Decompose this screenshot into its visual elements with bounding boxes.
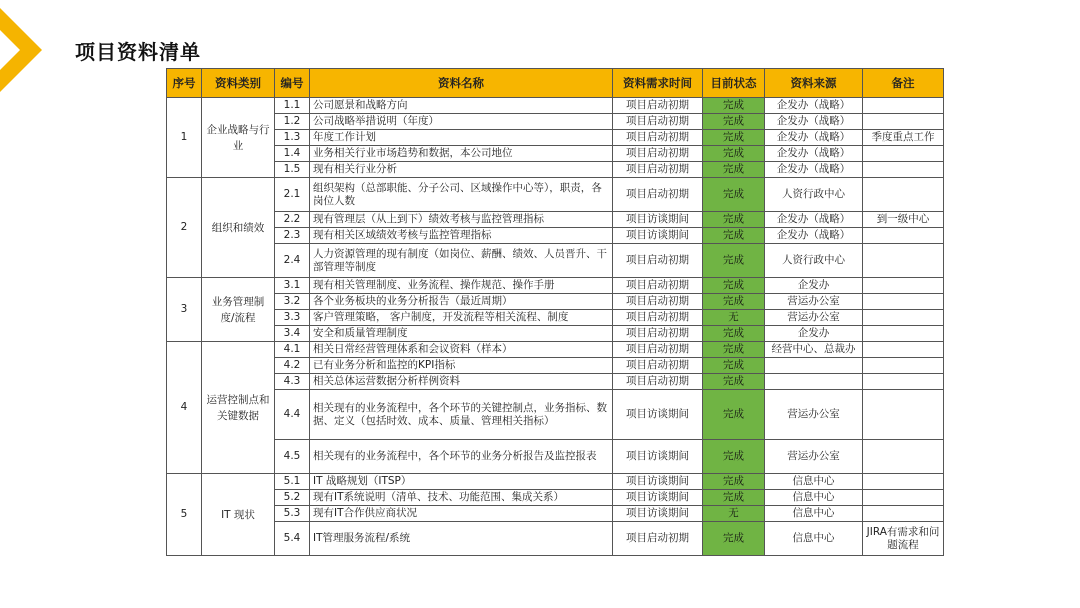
item-name: 安全和质量管理制度: [310, 326, 613, 342]
item-name: 现有相关区域绩效考核与监控管理指标: [310, 228, 613, 244]
table-row: [167, 244, 944, 278]
table-row: [167, 130, 944, 146]
item-status: 完成: [703, 490, 765, 506]
item-status: 完成: [703, 474, 765, 490]
item-source: 人资行政中心: [765, 178, 863, 212]
item-name: IT 战略规划（ITSP）: [310, 474, 613, 490]
header-cell: 资料来源: [765, 69, 863, 98]
item-request-time: 项目启动初期: [613, 358, 703, 374]
item-name: 公司战略举措说明（年度）: [310, 114, 613, 130]
item-request-time: 项目启动初期: [613, 130, 703, 146]
item-note: [863, 506, 944, 522]
item-request-time: 项目启动初期: [613, 374, 703, 390]
item-code: 2.1: [275, 178, 310, 212]
item-status: 无: [703, 506, 765, 522]
item-source: 营运办公室: [765, 310, 863, 326]
item-note: [863, 490, 944, 506]
item-status: 完成: [703, 228, 765, 244]
item-note: [863, 326, 944, 342]
item-name: 相关日常经营管理体系和会议资料（样本）: [310, 342, 613, 358]
item-status: 完成: [703, 342, 765, 358]
table-row: [167, 212, 944, 228]
item-request-time: 项目启动初期: [613, 278, 703, 294]
item-code: 2.2: [275, 212, 310, 228]
group-number: 3: [167, 278, 202, 342]
item-code: 4.1: [275, 342, 310, 358]
item-code: 2.4: [275, 244, 310, 278]
item-request-time: 项目启动初期: [613, 146, 703, 162]
header-cell: 目前状态: [703, 69, 765, 98]
table-row: [167, 506, 944, 522]
item-status: 完成: [703, 130, 765, 146]
item-source: 企发办（战略）: [765, 98, 863, 114]
group-number: 2: [167, 178, 202, 278]
item-status: 完成: [703, 244, 765, 278]
header-cell: 资料需求时间: [613, 69, 703, 98]
item-note: [863, 178, 944, 212]
item-name: 现有IT系统说明（清单、技术、功能范围、集成关系）: [310, 490, 613, 506]
item-request-time: 项目启动初期: [613, 114, 703, 130]
item-name: 客户管理策略， 客户制度，开发流程等相关流程、制度: [310, 310, 613, 326]
header-cell: 备注: [863, 69, 944, 98]
item-code: 4.3: [275, 374, 310, 390]
item-status: 完成: [703, 440, 765, 474]
item-code: 5.2: [275, 490, 310, 506]
item-source: 经营中心、总裁办: [765, 342, 863, 358]
page-title: 项目资料清单: [75, 40, 201, 64]
item-note: [863, 228, 944, 244]
group-category: 企业战略与行业: [202, 98, 275, 178]
item-name: 现有管理层（从上到下）绩效考核与监控管理指标: [310, 212, 613, 228]
item-code: 4.5: [275, 440, 310, 474]
header-cell: 资料类别: [202, 69, 275, 98]
table-row: [167, 98, 944, 114]
item-request-time: 项目启动初期: [613, 522, 703, 556]
item-request-time: 项目启动初期: [613, 244, 703, 278]
item-request-time: 项目访谈期间: [613, 440, 703, 474]
header-cell: 序号: [167, 69, 202, 98]
item-note: [863, 342, 944, 358]
item-status: 完成: [703, 114, 765, 130]
item-source: 企发办: [765, 278, 863, 294]
item-source: 企发办: [765, 326, 863, 342]
item-code: 5.3: [275, 506, 310, 522]
item-source: 信息中心: [765, 490, 863, 506]
table-row: [167, 114, 944, 130]
item-code: 4.4: [275, 390, 310, 440]
item-code: 2.3: [275, 228, 310, 244]
table-row: [167, 522, 944, 556]
group-number: 5: [167, 474, 202, 556]
materials-table: [166, 68, 944, 556]
item-code: 1.1: [275, 98, 310, 114]
item-request-time: 项目访谈期间: [613, 506, 703, 522]
item-request-time: 项目启动初期: [613, 162, 703, 178]
item-name: 公司愿景和战略方向: [310, 98, 613, 114]
table-header-row: [167, 69, 944, 98]
table-row: [167, 390, 944, 440]
item-request-time: 项目访谈期间: [613, 390, 703, 440]
item-name: 相关现有的业务流程中，各个环节的关键控制点，业务指标、数据、定义（包括时效、成本、质量、管理相关指标）: [310, 390, 613, 440]
item-source: 企发办（战略）: [765, 228, 863, 244]
item-name: 相关现有的业务流程中，各个环节的业务分析报告及监控报表: [310, 440, 613, 474]
item-source: 企发办（战略）: [765, 114, 863, 130]
item-code: 1.2: [275, 114, 310, 130]
group-category: 运营控制点和关键数据: [202, 342, 275, 474]
item-status: 完成: [703, 358, 765, 374]
item-status: 完成: [703, 326, 765, 342]
item-code: 3.1: [275, 278, 310, 294]
item-source: 信息中心: [765, 522, 863, 556]
item-source: 营运办公室: [765, 294, 863, 310]
item-source: 营运办公室: [765, 390, 863, 440]
item-note: [863, 374, 944, 390]
item-code: 1.3: [275, 130, 310, 146]
header-cell: 资料名称: [310, 69, 613, 98]
item-name: 相关总体运营数据分析样例资料: [310, 374, 613, 390]
item-source: 企发办（战略）: [765, 130, 863, 146]
table-row: [167, 374, 944, 390]
table-row: [167, 440, 944, 474]
table-row: [167, 294, 944, 310]
item-note: [863, 146, 944, 162]
item-note: [863, 114, 944, 130]
item-source: 企发办（战略）: [765, 212, 863, 228]
table-row: [167, 178, 944, 212]
item-note: [863, 278, 944, 294]
item-status: 完成: [703, 522, 765, 556]
item-name: 各个业务板块的业务分析报告（最近周期）: [310, 294, 613, 310]
item-request-time: 项目启动初期: [613, 310, 703, 326]
item-note: [863, 310, 944, 326]
item-note: JIRA有需求和问题流程: [863, 522, 944, 556]
item-status: 完成: [703, 374, 765, 390]
item-name: 组织架构（总部职能、分子公司、区域操作中心等），职责，各岗位人数: [310, 178, 613, 212]
item-note: [863, 98, 944, 114]
corner-accent-shape: [0, 0, 60, 110]
table-row: [167, 326, 944, 342]
group-number: 1: [167, 98, 202, 178]
group-category: 组织和绩效: [202, 178, 275, 278]
group-category: IT 现状: [202, 474, 275, 556]
table-row: [167, 278, 944, 294]
item-status: 完成: [703, 162, 765, 178]
table-row: [167, 490, 944, 506]
item-source: 企发办（战略）: [765, 146, 863, 162]
item-request-time: 项目访谈期间: [613, 228, 703, 244]
item-status: 完成: [703, 212, 765, 228]
item-request-time: 项目访谈期间: [613, 474, 703, 490]
item-name: 现有相关行业分析: [310, 162, 613, 178]
item-note: [863, 162, 944, 178]
item-status: 完成: [703, 178, 765, 212]
item-request-time: 项目访谈期间: [613, 490, 703, 506]
item-note: [863, 294, 944, 310]
item-note: [863, 390, 944, 440]
table-row: [167, 474, 944, 490]
item-code: 4.2: [275, 358, 310, 374]
item-source: 企发办（战略）: [765, 162, 863, 178]
item-note: 季度重点工作: [863, 130, 944, 146]
item-note: [863, 474, 944, 490]
item-name: 人力资源管理的现有制度（如岗位、薪酬、绩效、人员晋升、干部管理等制度: [310, 244, 613, 278]
item-code: 1.4: [275, 146, 310, 162]
item-status: 无: [703, 310, 765, 326]
table-row: [167, 162, 944, 178]
table-row: [167, 358, 944, 374]
item-note: [863, 244, 944, 278]
item-source: [765, 374, 863, 390]
item-source: 人资行政中心: [765, 244, 863, 278]
item-request-time: 项目启动初期: [613, 178, 703, 212]
item-code: 1.5: [275, 162, 310, 178]
item-source: 信息中心: [765, 506, 863, 522]
item-request-time: 项目启动初期: [613, 342, 703, 358]
item-status: 完成: [703, 278, 765, 294]
item-name: 业务相关行业市场趋势和数据，本公司地位: [310, 146, 613, 162]
item-status: 完成: [703, 146, 765, 162]
item-note: [863, 358, 944, 374]
item-request-time: 项目启动初期: [613, 98, 703, 114]
item-code: 5.4: [275, 522, 310, 556]
group-number: 4: [167, 342, 202, 474]
item-status: 完成: [703, 98, 765, 114]
item-name: 年度工作计划: [310, 130, 613, 146]
item-note: 到一级中心: [863, 212, 944, 228]
header-cell: 编号: [275, 69, 310, 98]
item-status: 完成: [703, 390, 765, 440]
item-code: 3.4: [275, 326, 310, 342]
item-request-time: 项目访谈期间: [613, 212, 703, 228]
table-row: [167, 228, 944, 244]
item-name: 现有相关管理制度、业务流程、操作规范、操作手册: [310, 278, 613, 294]
item-request-time: 项目启动初期: [613, 326, 703, 342]
item-source: 信息中心: [765, 474, 863, 490]
item-code: 5.1: [275, 474, 310, 490]
item-code: 3.2: [275, 294, 310, 310]
table-row: [167, 342, 944, 358]
item-source: 营运办公室: [765, 440, 863, 474]
item-name: IT管理服务流程/系统: [310, 522, 613, 556]
item-name: 已有业务分析和监控的KPI指标: [310, 358, 613, 374]
item-request-time: 项目启动初期: [613, 294, 703, 310]
item-code: 3.3: [275, 310, 310, 326]
item-note: [863, 440, 944, 474]
table-row: [167, 310, 944, 326]
table-row: [167, 146, 944, 162]
item-name: 现有IT合作供应商状况: [310, 506, 613, 522]
item-status: 完成: [703, 294, 765, 310]
item-source: [765, 358, 863, 374]
group-category: 业务管理制度/流程: [202, 278, 275, 342]
